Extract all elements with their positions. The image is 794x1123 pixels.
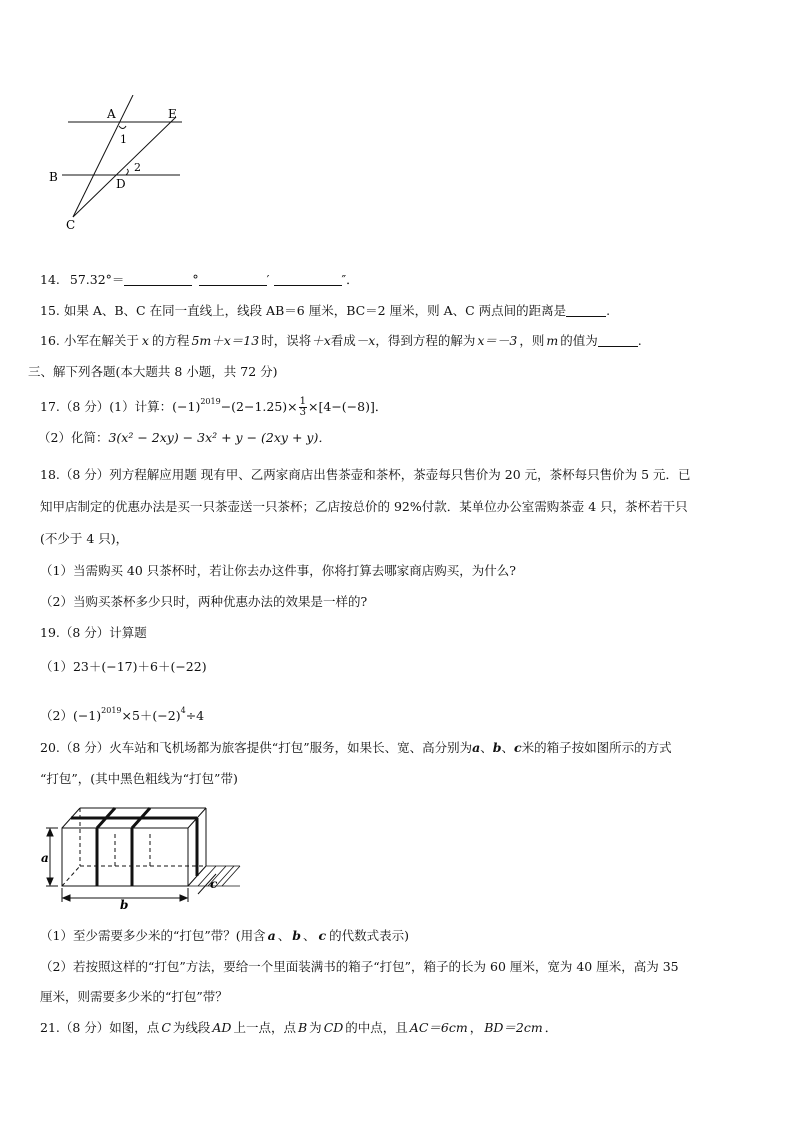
question-17-part-2 bbox=[40, 428, 331, 448]
question-18-part-1: （1）当需购买 40 只茶杯时，若让你去办这件事，你将打算去哪家商店购买，为什么? bbox=[40, 563, 517, 578]
q16-equation: 5m＋x＝13 bbox=[191, 333, 260, 348]
q21-text-f: ， bbox=[469, 1020, 483, 1035]
q20-text-b: 米的箱子按如图所示的方式 bbox=[521, 740, 672, 755]
transversal-ca bbox=[73, 95, 133, 217]
q21-text-d: 为 bbox=[309, 1020, 322, 1035]
dim-label-b: b bbox=[120, 898, 129, 910]
q20-var-c: c bbox=[513, 740, 522, 755]
question-20-part-2-line-1: （2）若按照这样的“打包”方法，要给一个里面装满书的箱子“打包”，箱子的长为 60 厘米，宽为 40 厘米，高为 35 bbox=[40, 959, 679, 974]
q14-degree-blank[interactable] bbox=[124, 271, 192, 286]
q20-part1-text-b: 的代数式表示) bbox=[329, 928, 410, 943]
question-18-line-2: 知甲店制定的优惠办法是买一只茶壶送一只茶杯；乙店按总价的 92%付款．某单位办公室需购茶壶 4 只，茶杯若干只 bbox=[40, 499, 688, 514]
q20-part1-var-a: a bbox=[267, 928, 276, 943]
question-18-line-3: (不少于 4 只)， bbox=[40, 531, 129, 546]
q15-text: 15. 如果 A、B、C 在同一直线上，线段 AB＝6 厘米，BC＝2 厘米，则 A、C 两点间的距离是 bbox=[40, 303, 567, 318]
q20-sep-2: 、 bbox=[501, 740, 514, 755]
q17-expr-b: −(2−1.25)× bbox=[220, 399, 298, 414]
frac-denominator: 3 bbox=[299, 407, 307, 418]
q20-text-a: 20.（8 分）火车站和飞机场都为旅客提供“打包”服务，如果长、宽、高分别为 bbox=[40, 740, 473, 755]
q16-text-a: 16. 小军在解关于 bbox=[40, 333, 139, 348]
dim-label-a: a bbox=[41, 851, 49, 865]
question-15 bbox=[40, 301, 610, 321]
hidden-edges bbox=[62, 808, 206, 886]
q16-text-c: 时，误将 bbox=[261, 333, 312, 348]
q20-part1-sep-1: 、 bbox=[277, 928, 291, 943]
q19-part2-label: （2） bbox=[40, 708, 73, 723]
dim-label-c: c bbox=[210, 877, 218, 891]
q16-var-x: x bbox=[141, 333, 149, 348]
q17-expr-c: ×[4−(−8)]． bbox=[308, 399, 388, 414]
q17-head: 17.（8 分）(1）计算： bbox=[40, 399, 173, 414]
packing-straps bbox=[62, 808, 197, 886]
minute-symbol: ′ bbox=[266, 272, 270, 287]
q16-text-d: 看成 bbox=[330, 333, 356, 348]
q21-equation-bd: BD＝2cm bbox=[484, 1020, 543, 1035]
q16-answer-blank[interactable] bbox=[598, 332, 638, 347]
q15-answer-blank[interactable] bbox=[566, 302, 606, 317]
q21-text-b: 为线段 bbox=[172, 1020, 211, 1035]
question-20-line-2: “打包”，(其中黑色粗线为“打包”带) bbox=[40, 771, 238, 786]
q16-text-f: ，则 bbox=[519, 333, 545, 348]
q16-var-m: m bbox=[546, 333, 559, 348]
q19-exponent-2: 4 bbox=[180, 706, 186, 715]
q17-exponent: 2019 bbox=[200, 397, 221, 406]
second-symbol: ″． bbox=[341, 272, 359, 287]
label-C: C bbox=[66, 218, 76, 232]
q19-part1-label: （1） bbox=[40, 659, 73, 674]
question-16 bbox=[40, 331, 642, 351]
q16-solution: x＝－3 bbox=[477, 333, 518, 348]
q16-text-e: ，得到方程的解为 bbox=[375, 333, 476, 348]
q20-part1-text-a: （1）至少需要多少米的“打包”带？(用含 bbox=[40, 928, 266, 943]
q20-sep-1: 、 bbox=[480, 740, 493, 755]
label-A: A bbox=[107, 107, 116, 121]
parallel-lines-figure bbox=[40, 95, 200, 245]
q16-text-g: 的值为 bbox=[560, 333, 598, 348]
q14-minute-blank[interactable] bbox=[199, 271, 267, 286]
label-B: B bbox=[49, 170, 58, 184]
q16-text-b: 的方程 bbox=[151, 333, 190, 348]
section-3-heading: 三、解下列各题(本大题共 8 小题，共 72 分) bbox=[28, 364, 278, 379]
q15-period: . bbox=[606, 303, 611, 318]
angle-2-arc bbox=[126, 169, 128, 175]
q17-part2-expr: 3(x² − 2xy) − 3x² + y − (2xy + y)． bbox=[108, 430, 331, 445]
q19-part2-b: ×5＋(−2) bbox=[121, 708, 181, 723]
q17-part2-head: （2）化简： bbox=[38, 430, 109, 445]
question-14 bbox=[40, 270, 359, 290]
q19-part2-c: ÷4 bbox=[185, 708, 205, 723]
question-18-part-2: （2）当购买茶杯多少只时，两种优惠办法的效果是一样的? bbox=[40, 594, 368, 609]
question-20-part-1 bbox=[40, 926, 409, 946]
q21-text-a: 21.（8 分）如图，点 bbox=[40, 1020, 160, 1035]
q21-segment-ad: AD bbox=[212, 1020, 232, 1035]
q14-number: 14. bbox=[40, 272, 60, 287]
question-19-head: 19.（8 分）计算题 bbox=[40, 625, 147, 640]
q21-text-c: 上一点，点 bbox=[233, 1020, 296, 1035]
q19-exponent-1: 2019 bbox=[101, 706, 122, 715]
q20-part1-sep-2: 、 bbox=[303, 928, 316, 943]
q17-fraction bbox=[299, 397, 307, 418]
q19-part1-expr: 23＋(−17)＋6＋(−22) bbox=[72, 659, 207, 674]
q16-period: . bbox=[637, 333, 642, 348]
question-19-part-2 bbox=[40, 699, 204, 723]
question-20-line-1 bbox=[40, 738, 672, 758]
q21-point-b: B bbox=[297, 1020, 308, 1035]
question-17-part-1 bbox=[40, 388, 387, 416]
q20-var-a: a bbox=[472, 740, 481, 755]
frac-numerator: 1 bbox=[299, 396, 307, 407]
q20-part1-var-c: c bbox=[318, 928, 327, 943]
question-21 bbox=[40, 1018, 557, 1038]
q14-second-blank[interactable] bbox=[274, 271, 342, 286]
question-18-line-1: 18.（8 分）列方程解应用题 现有甲、乙两家商店出售茶壶和茶杯，茶壶每只售价为 20 元，茶杯每只售价为 5 元．已 bbox=[40, 467, 691, 482]
q21-equation-ac: AC＝6cm bbox=[409, 1020, 468, 1035]
q17-expr-a: (−1) bbox=[172, 399, 201, 414]
q20-part1-var-b: b bbox=[292, 928, 301, 943]
box-packing-figure bbox=[40, 798, 250, 910]
q21-text-g: ． bbox=[544, 1020, 558, 1035]
q19-part2-a: (−1) bbox=[72, 708, 102, 723]
question-19-part-1 bbox=[40, 657, 207, 677]
q14-lhs: 57.32°＝ bbox=[69, 272, 125, 287]
q16-plus-x: ＋x bbox=[311, 333, 331, 348]
degree-symbol: ° bbox=[192, 272, 199, 287]
q21-point-c: C bbox=[161, 1020, 171, 1035]
box-edges bbox=[62, 808, 206, 886]
angle-1-arc bbox=[119, 126, 126, 129]
label-2: 2 bbox=[134, 161, 141, 174]
q16-minus-x: －x bbox=[355, 333, 376, 348]
label-E: E bbox=[168, 107, 177, 121]
label-D: D bbox=[116, 177, 126, 191]
transversal-ce bbox=[73, 117, 176, 217]
question-20-part-2-line-2: 厘米，则需要多少米的“打包”带？ bbox=[40, 989, 228, 1004]
q21-segment-cd: CD bbox=[323, 1020, 344, 1035]
label-1: 1 bbox=[120, 133, 127, 146]
q21-text-e: 的中点，且 bbox=[345, 1020, 408, 1035]
q20-var-b: b bbox=[492, 740, 502, 755]
